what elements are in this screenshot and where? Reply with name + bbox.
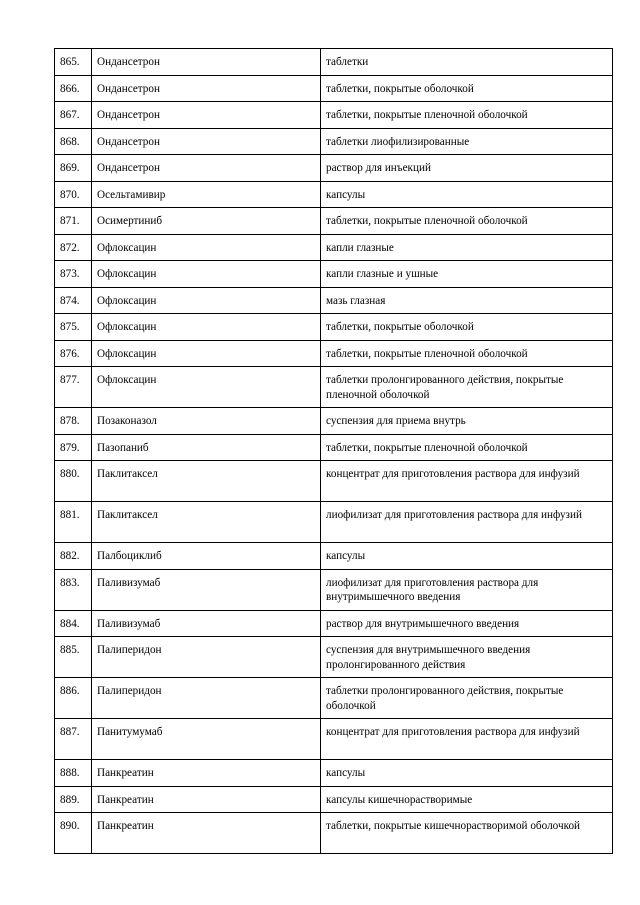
table-row	[55, 367, 613, 408]
table-row	[55, 155, 613, 182]
row-number: 884.	[55, 610, 92, 637]
drug-name: Палиперидон	[92, 678, 321, 719]
table-row	[55, 719, 613, 760]
row-number: 874.	[55, 287, 92, 314]
row-number: 873.	[55, 261, 92, 288]
drug-name: Палбоциклиб	[92, 543, 321, 570]
drug-name: Офлоксацин	[92, 340, 321, 367]
drug-name: Ондансетрон	[92, 128, 321, 155]
dosage-form: мазь глазная	[321, 287, 613, 314]
drug-name: Офлоксацин	[92, 234, 321, 261]
drug-name: Офлоксацин	[92, 287, 321, 314]
row-number: 888.	[55, 760, 92, 787]
table-row	[55, 569, 613, 610]
drug-name: Осельтамивир	[92, 181, 321, 208]
table-row	[55, 208, 613, 235]
dosage-form: капсулы кишечнорастворимые	[321, 786, 613, 813]
dosage-form: капли глазные и ушные	[321, 261, 613, 288]
row-number: 880.	[55, 461, 92, 502]
drug-name: Пазопаниб	[92, 434, 321, 461]
table-row	[55, 49, 613, 76]
table-row	[55, 181, 613, 208]
drug-name: Панкреатин	[92, 813, 321, 854]
table-row	[55, 502, 613, 543]
table-row	[55, 234, 613, 261]
drug-name: Позаконазол	[92, 408, 321, 435]
dosage-form: концентрат для приготовления раствора для инфузий	[321, 461, 613, 502]
row-number: 879.	[55, 434, 92, 461]
drug-name: Ондансетрон	[92, 102, 321, 129]
table-row	[55, 461, 613, 502]
dosage-form: лиофилизат для приготовления раствора для инфузий	[321, 502, 613, 543]
table-row	[55, 340, 613, 367]
row-number: 866.	[55, 75, 92, 102]
table-body	[55, 49, 613, 854]
table-row	[55, 637, 613, 678]
drug-name: Паливизумаб	[92, 610, 321, 637]
drug-name: Паливизумаб	[92, 569, 321, 610]
dosage-form: капсулы	[321, 760, 613, 787]
table-row	[55, 261, 613, 288]
drug-name: Офлоксацин	[92, 314, 321, 341]
drug-name: Ондансетрон	[92, 49, 321, 76]
dosage-form: таблетки, покрытые пленочной оболочкой	[321, 208, 613, 235]
table-row	[55, 786, 613, 813]
dosage-form: суспензия для внутримышечного введения пролонгированного действия	[321, 637, 613, 678]
dosage-form: концентрат для приготовления раствора для инфузий	[321, 719, 613, 760]
table-row	[55, 434, 613, 461]
dosage-form: капсулы	[321, 543, 613, 570]
document-page	[54, 48, 612, 854]
drug-name: Паклитаксел	[92, 461, 321, 502]
table-row	[55, 287, 613, 314]
table-row	[55, 408, 613, 435]
table-row	[55, 543, 613, 570]
drug-name: Панитумумаб	[92, 719, 321, 760]
drug-name: Ондансетрон	[92, 75, 321, 102]
table-row	[55, 760, 613, 787]
dosage-form: таблетки, покрытые пленочной оболочкой	[321, 434, 613, 461]
dosage-form: таблетки	[321, 49, 613, 76]
dosage-form: лиофилизат для приготовления раствора для внутримышечного введения	[321, 569, 613, 610]
row-number: 881.	[55, 502, 92, 543]
dosage-form: капли глазные	[321, 234, 613, 261]
dosage-form: суспензия для приема внутрь	[321, 408, 613, 435]
row-number: 890.	[55, 813, 92, 854]
drug-name: Офлоксацин	[92, 367, 321, 408]
medication-table	[54, 48, 613, 854]
table-row	[55, 102, 613, 129]
row-number: 868.	[55, 128, 92, 155]
table-row	[55, 314, 613, 341]
drug-name: Ондансетрон	[92, 155, 321, 182]
row-number: 870.	[55, 181, 92, 208]
row-number: 885.	[55, 637, 92, 678]
drug-name: Паклитаксел	[92, 502, 321, 543]
dosage-form: капсулы	[321, 181, 613, 208]
drug-name: Осимертиниб	[92, 208, 321, 235]
row-number: 871.	[55, 208, 92, 235]
table-row	[55, 813, 613, 854]
dosage-form: таблетки, покрытые пленочной оболочкой	[321, 102, 613, 129]
table-row	[55, 678, 613, 719]
dosage-form: таблетки, покрытые пленочной оболочкой	[321, 340, 613, 367]
table-row	[55, 610, 613, 637]
row-number: 889.	[55, 786, 92, 813]
row-number: 882.	[55, 543, 92, 570]
row-number: 887.	[55, 719, 92, 760]
row-number: 886.	[55, 678, 92, 719]
dosage-form: таблетки, покрытые кишечнорастворимой оболочкой	[321, 813, 613, 854]
row-number: 875.	[55, 314, 92, 341]
row-number: 867.	[55, 102, 92, 129]
drug-name: Панкреатин	[92, 786, 321, 813]
row-number: 878.	[55, 408, 92, 435]
row-number: 869.	[55, 155, 92, 182]
row-number: 872.	[55, 234, 92, 261]
row-number: 865.	[55, 49, 92, 76]
dosage-form: таблетки пролонгированного действия, покрытые оболочкой	[321, 678, 613, 719]
dosage-form: раствор для инъекций	[321, 155, 613, 182]
table-row	[55, 75, 613, 102]
dosage-form: таблетки, покрытые оболочкой	[321, 314, 613, 341]
row-number: 877.	[55, 367, 92, 408]
row-number: 883.	[55, 569, 92, 610]
dosage-form: таблетки, покрытые оболочкой	[321, 75, 613, 102]
dosage-form: таблетки лиофилизированные	[321, 128, 613, 155]
drug-name: Офлоксацин	[92, 261, 321, 288]
drug-name: Палиперидон	[92, 637, 321, 678]
table-row	[55, 128, 613, 155]
dosage-form: раствор для внутримышечного введения	[321, 610, 613, 637]
drug-name: Панкреатин	[92, 760, 321, 787]
dosage-form: таблетки пролонгированного действия, покрытые пленочной оболочкой	[321, 367, 613, 408]
row-number: 876.	[55, 340, 92, 367]
